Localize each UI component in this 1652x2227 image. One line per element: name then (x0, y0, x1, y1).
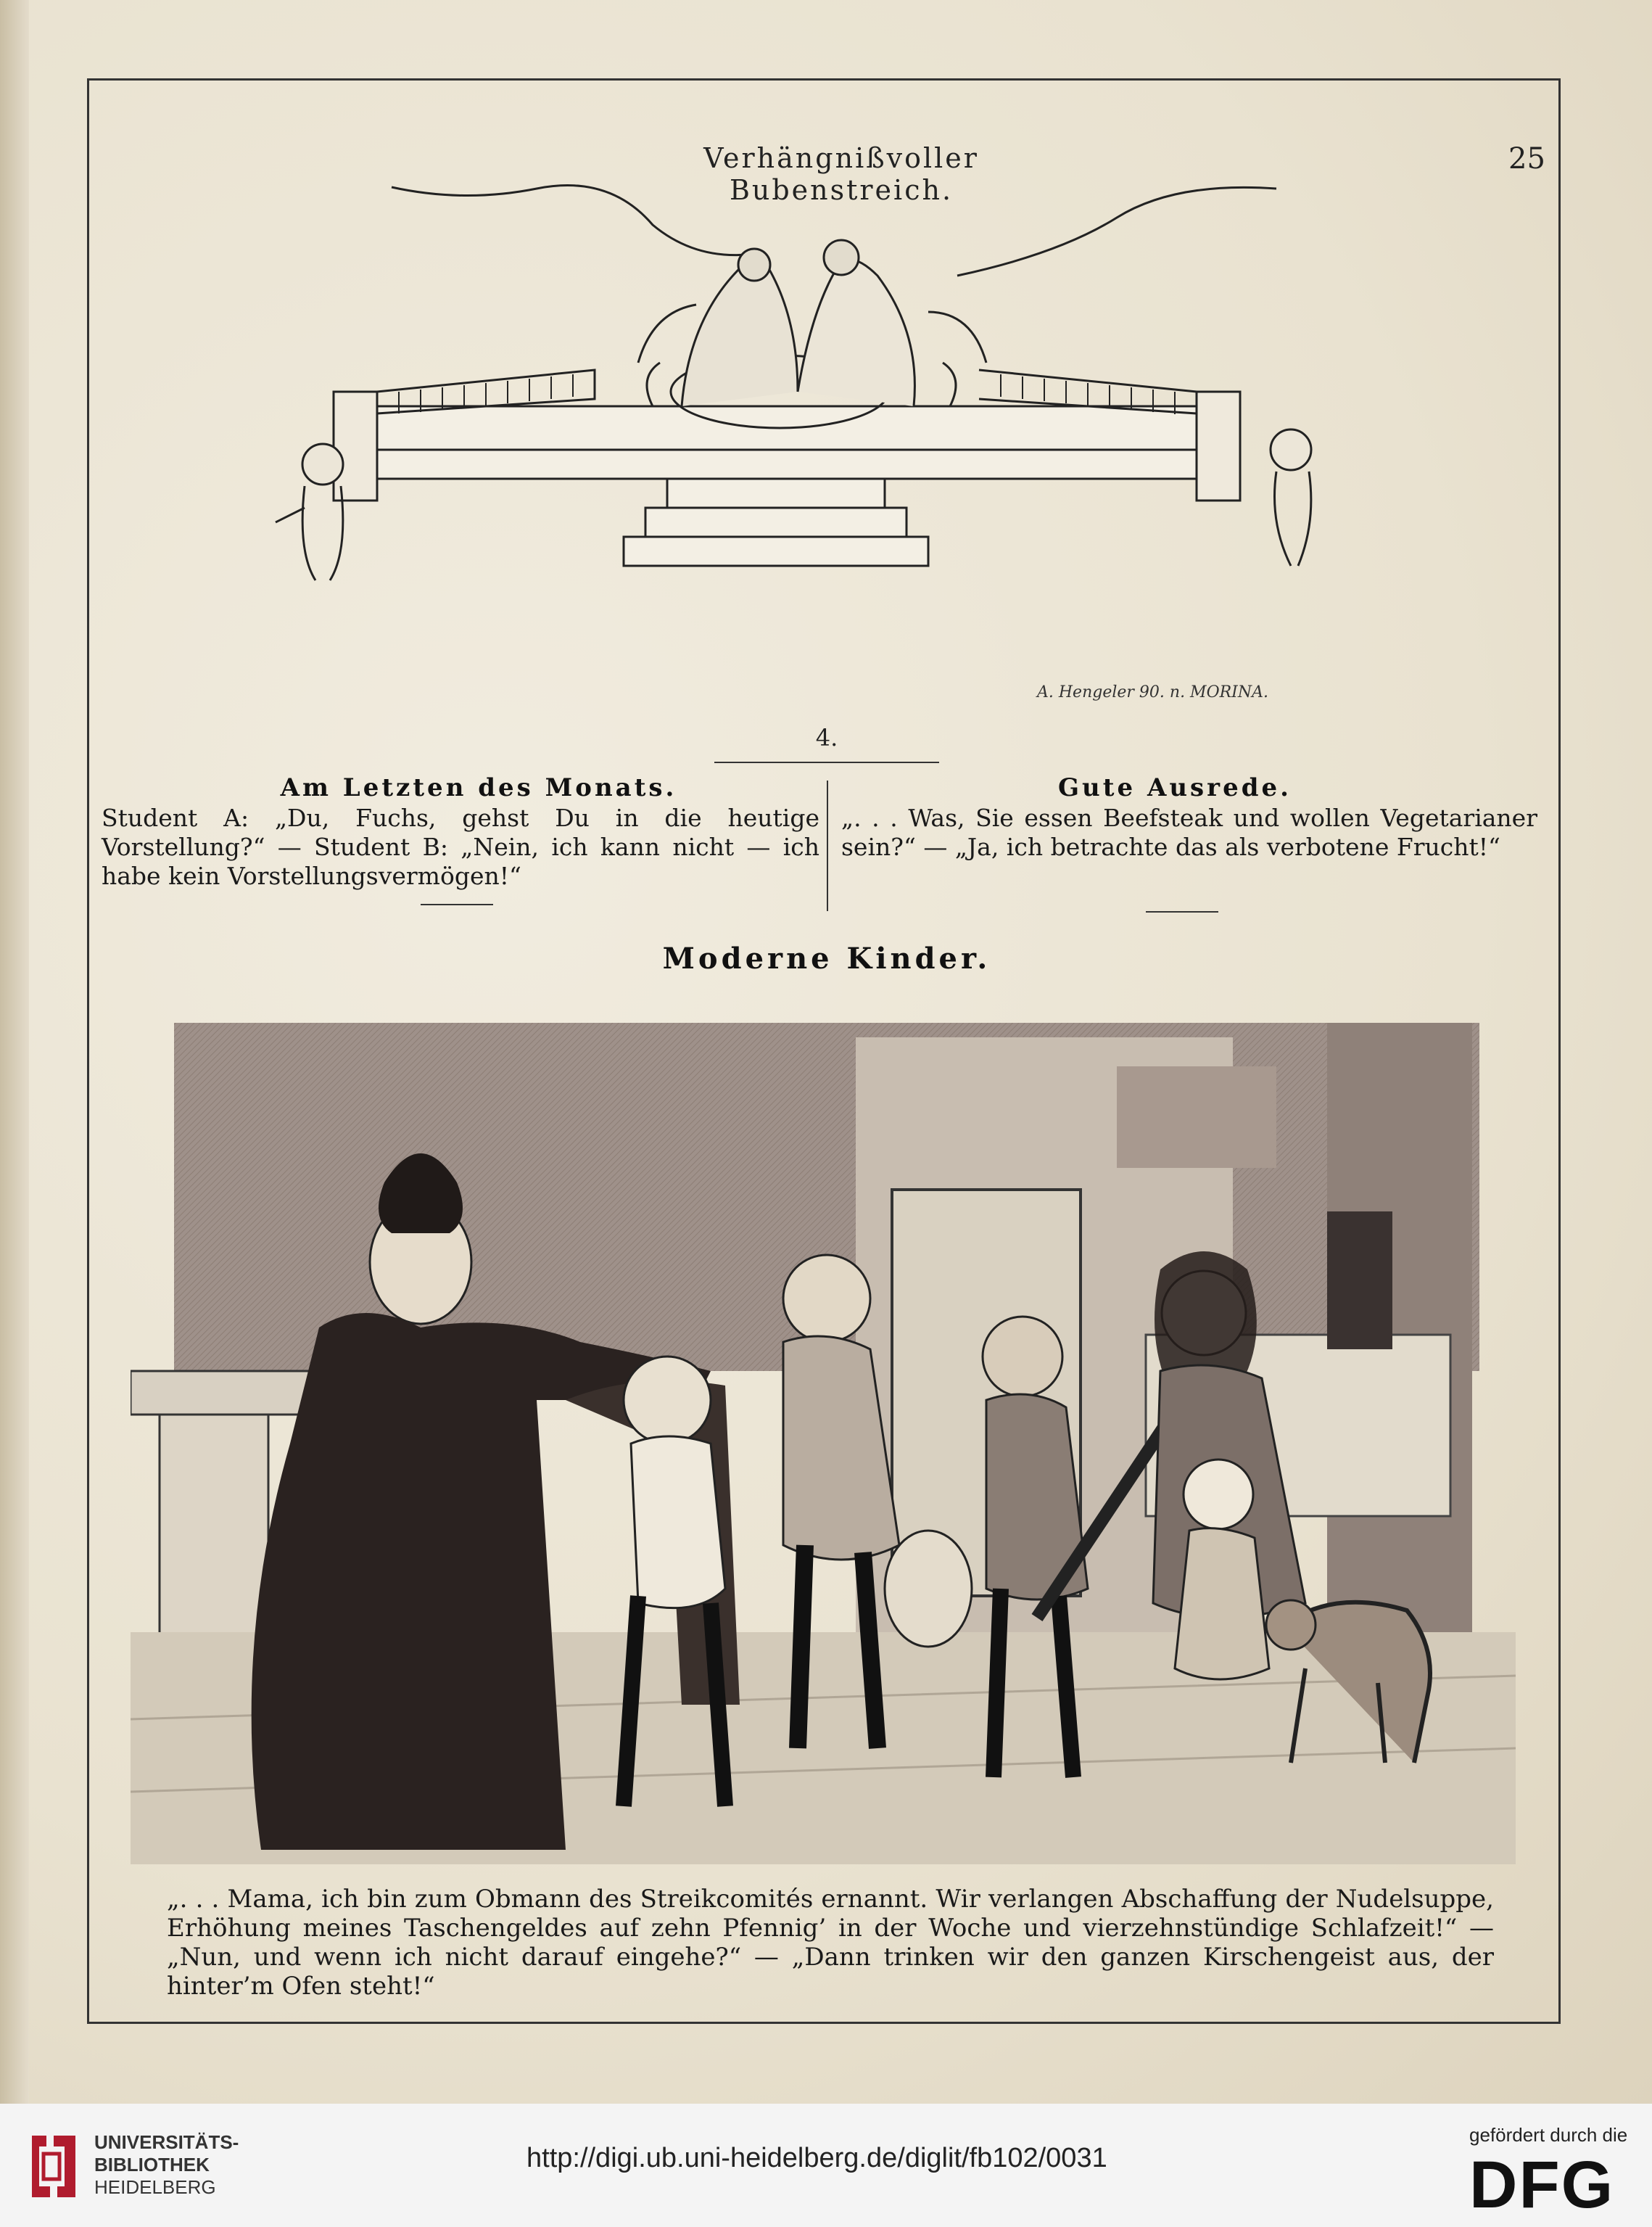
joke-left-title: Am Letzten des Monats. (280, 773, 677, 802)
funding-label: gefördert durch die (1469, 2124, 1628, 2146)
column-divider (827, 781, 828, 911)
illustration-modern-children (131, 994, 1516, 1864)
footer-bar (0, 2104, 1652, 2227)
figure-number: 4. (815, 724, 838, 752)
digital-object-url[interactable]: http://digi.ub.uni-heidelberg.de/diglit/fb102/0031 (526, 2143, 1107, 2173)
dfg-logo: DFG (1469, 2148, 1615, 2222)
library-line-1: UNIVERSITÄTS- (94, 2131, 239, 2153)
cartoon-title: Moderne Kinder. (662, 942, 991, 976)
divider-right (1146, 911, 1218, 913)
page-number: 25 (1508, 142, 1545, 176)
university-library-logo (17, 2128, 90, 2201)
library-name (94, 2131, 239, 2199)
page-edge (0, 0, 29, 2104)
illustration-terrace (247, 174, 1407, 711)
joke-left-text: Student A: „Du, Fuchs, gehst Du in die heutige Vorstellung?“ — Student B: „Nein, ich kann nicht — ich habe kein Vorstellungsvermögen!“ (102, 804, 819, 890)
joke-right-title: Gute Ausrede. (1058, 773, 1292, 802)
joke-right-text: „. . . Was, Sie essen Beefsteak und wollen Vegetarianer sein?“ — „Ja, ich betrachte das als verbotene Frucht!“ (841, 804, 1537, 861)
library-line-3: HEIDELBERG (94, 2176, 216, 2198)
library-line-2: BIBLIOTHEK (94, 2154, 210, 2175)
divider-left (421, 904, 493, 905)
terrace-drawing (247, 174, 1407, 711)
artist-signature: A. Hengeler 90. n. MORINA. (1037, 683, 1268, 701)
cartoon-caption: „. . . Mama, ich bin zum Obmann des Streikcomités ernannt. Wir verlangen Abschaffung der Nudelsuppe, Erhöhung meines Taschengeldes auf zehn Pfennig’ in der Woche und vierzehnstündige Schlafzeit!“ — „Nun, und wenn ich nicht darauf eingehe?“ — „Dann trinken wir den ganzen Kirschengeist aus, der hinter’m Ofen steht!“ (167, 1885, 1494, 2001)
engraving-drawing (131, 994, 1516, 1864)
running-title: Verhängnißvoller Bubenstreich. (703, 142, 979, 206)
divider-top (714, 762, 939, 763)
